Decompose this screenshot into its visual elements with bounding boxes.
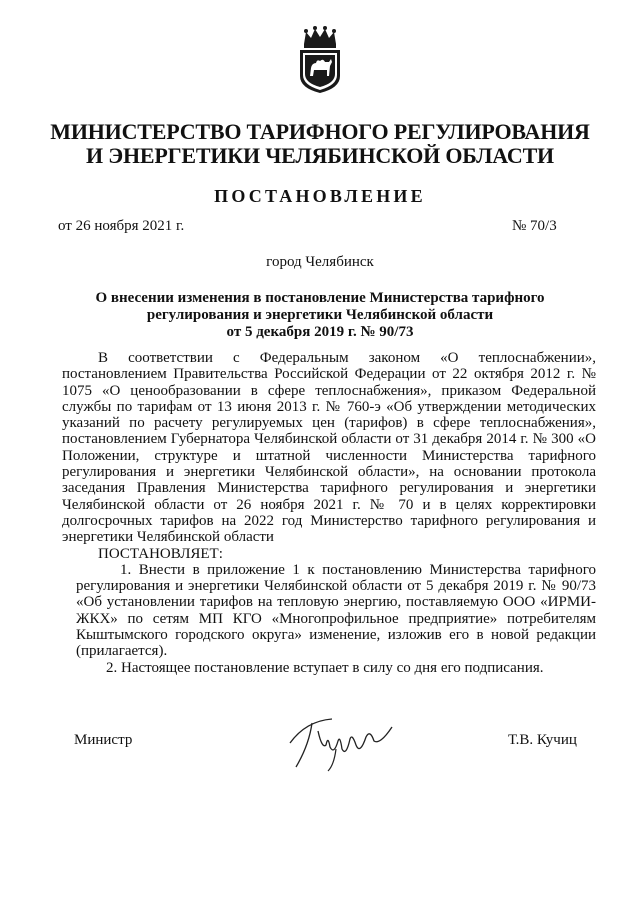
signatory-position: Министр — [74, 732, 133, 748]
preamble-paragraph: В соответствии с Федеральным законом «О теплоснабжении», постановлением Правительства Российской Федерации от 22 октября 2012 г. № 1075 «О ценообразовании в сфере теплоснабжения», приказом Федеральной службы по тарифам от 13 июня 2013 г. № 760-э «Об утверждении методических указаний по расчету регулируемых цен (тарифов) в сфере теплоснабжения», постановлением Губернатора Челябинской области от 31 декабря 2014 г. № 300 «О Положении, структуре и штатной численности Министерства тарифного регулирования и энергетики Челябинской области», на основании протокола заседания Правления Министерства тарифного регулирования и энергетики Челябинской области от 26 ноября 2021 г. № 70 и в целях корректировки долгосрочных тарифов на 2022 год Министерство тарифного регулирования и энергетики Челябинской области — [62, 350, 596, 546]
document-type-heading: ПОСТАНОВЛЕНИЕ — [214, 186, 426, 206]
subject-line3: от 5 декабря 2019 г. № 90/73 — [226, 324, 414, 340]
document-body — [62, 350, 596, 676]
coat-of-arms-emblem — [294, 26, 346, 94]
organization-name-line2: И ЭНЕРГЕТИКИ ЧЕЛЯБИНСКОЙ ОБЛАСТИ — [86, 143, 554, 168]
document-city: город Челябинск — [266, 254, 374, 270]
item-2-paragraph: 2. Настоящее постановление вступает в силу со дня его подписания. — [106, 659, 544, 676]
organization-name-line1: МИНИСТЕРСТВО ТАРИФНОГО РЕГУЛИРОВАНИЯ — [50, 119, 590, 144]
subject-line2: регулирования и энергетики Челябинской области — [146, 307, 494, 323]
subject-line1: О внесении изменения в постановление Министерства тарифного — [95, 290, 545, 306]
handwritten-signature — [276, 705, 426, 775]
document-number: № 70/3 — [512, 218, 557, 234]
item-1-paragraph: 1. Внести в приложение 1 к постановлению Министерства тарифного регулирования и энергетики Челябинской области от 5 декабря 2019 г. № 90/73 «Об установлении тарифов на тепловую энергию, поставляемую ООО «ИРМИ-ЖКХ» по сетям МП КГО «Многопрофильное предприятие» потребителям Кыштымского городского округа» изменение, изложив его в новой редакции (прилагается). — [76, 561, 596, 660]
signatory-name: Т.В. Кучиц — [508, 732, 577, 748]
document-date: от 26 ноября 2021 г. — [58, 218, 185, 234]
resolves-keyword: ПОСТАНОВЛЯЕТ: — [98, 545, 223, 562]
